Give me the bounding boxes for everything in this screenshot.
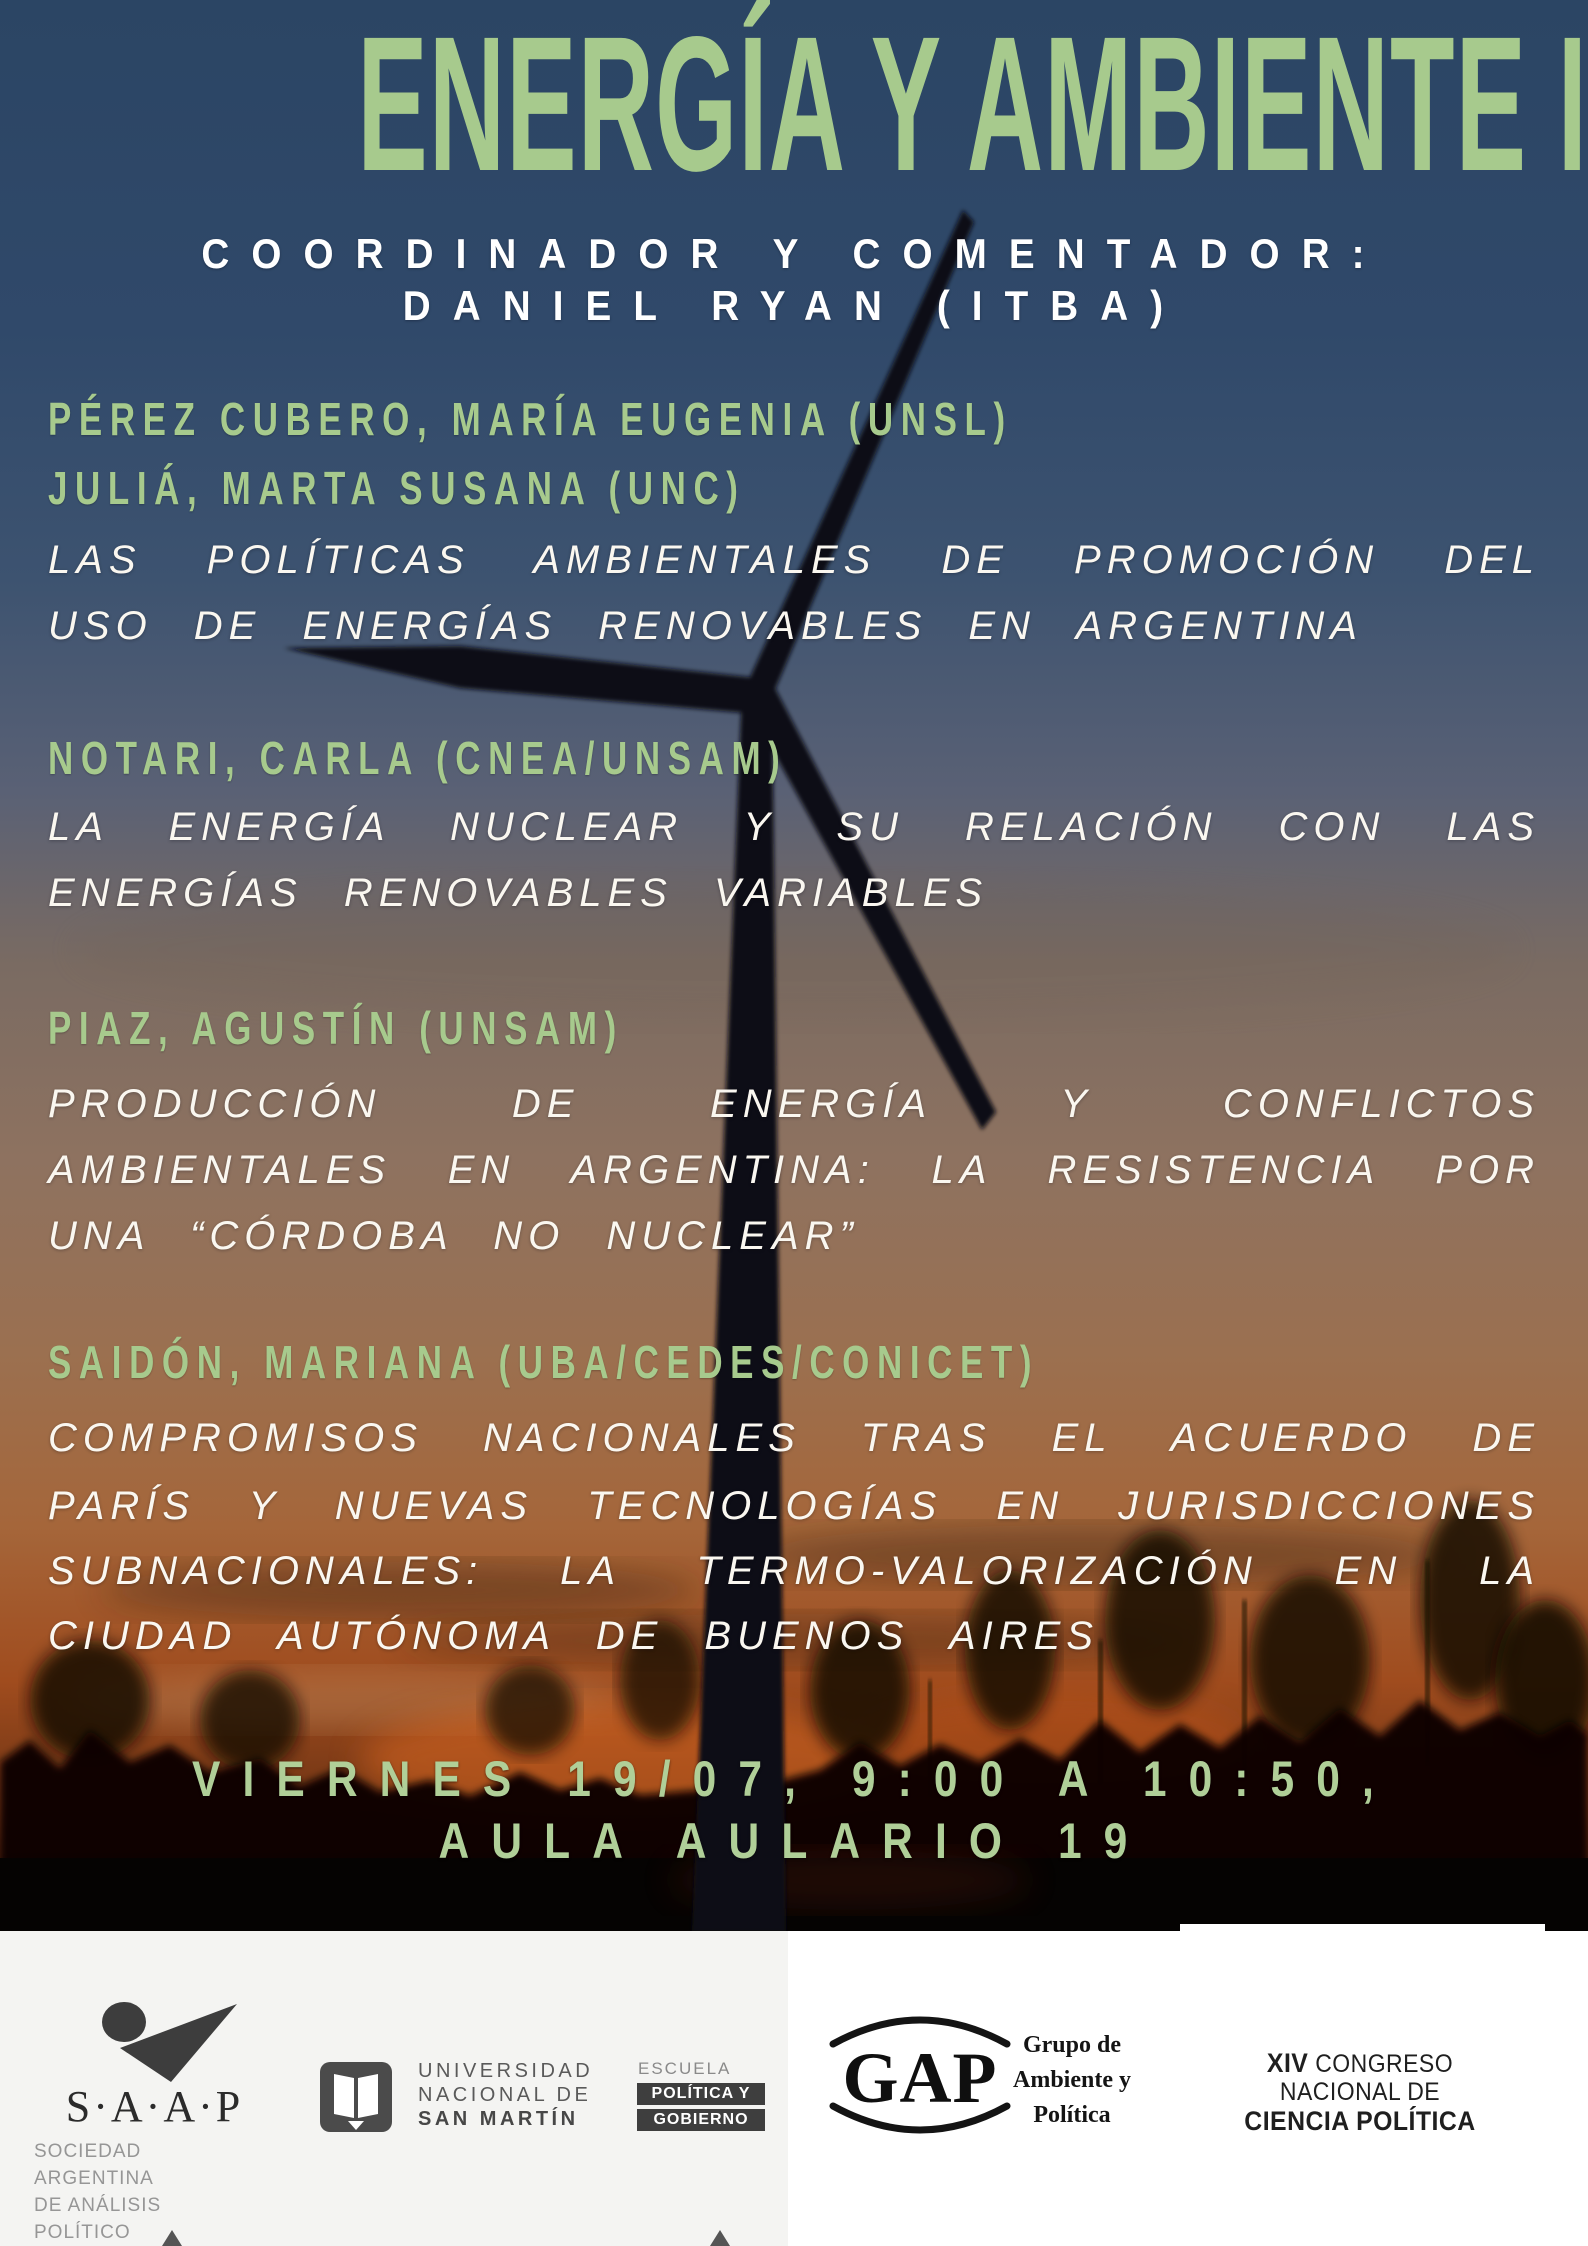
unsam-name-line: UNIVERSIDAD [418,2060,594,2082]
coordinator-line: COORDINADOR Y COMENTADOR: [201,230,1387,277]
session-3-paper-line: AMBIENTALES EN ARGENTINA: LA RESISTENCIA POR [48,1148,1540,1192]
session-4-paper-line: CIUDAD AUTÓNOMA DE BUENOS AIRES [48,1614,1099,1658]
gap-name-line: Política [1033,2102,1111,2128]
session-2-paper-line: LA ENERGÍA NUCLEAR Y SU RELACIÓN CON LAS [48,805,1540,849]
saap-subtitle-line: SOCIEDAD ARGENTINA [34,2141,154,2189]
congress-numeral: XIV [1266,2048,1309,2078]
gap-acronym: GAP [842,2038,998,2118]
schedule-line: AULA AULARIO 19 [438,1813,1150,1869]
poster-title: ENERGÍA Y AMBIENTE I [357,0,1588,211]
gap-name-line: Ambiente y [1013,2067,1131,2093]
session-1-paper-line: USO DE ENERGÍAS RENOVABLES EN ARGENTINA [48,604,1363,648]
gap-name [1002,2028,1142,2133]
unsam-name-line: NACIONAL DE [418,2084,592,2106]
session-3-paper-line: PRODUCCIÓN DE ENERGÍA Y CONFLICTOS [48,1082,1540,1126]
epg-politica-box: POLÍTICA Y [637,2083,765,2105]
session-3-author: PIAZ, AGUSTÍN (UNSAM) [48,1002,624,1054]
session-1-author: JULIÁ, MARTA SUSANA (UNC) [48,462,746,514]
congress-line2: CIENCIA POLÍTICA [1244,2106,1476,2136]
unsam-name-line: SAN MARTÍN [418,2108,579,2130]
session-2-paper-line: ENERGÍAS RENOVABLES VARIABLES [48,871,989,915]
session-2-author: NOTARI, CARLA (CNEA/UNSAM) [48,732,788,784]
session-4-author: SAIDÓN, MARIANA (UBA/CEDES/CONICET) [48,1336,1040,1388]
gap-name-line: Grupo de [1022,2032,1121,2058]
saap-subtitle-line: DE ANÁLISIS POLÍTICO [34,2195,162,2243]
session-1-author: PÉREZ CUBERO, MARÍA EUGENIA (UNSL) [48,393,1013,445]
sponsor-logo-strip [0,1931,1588,2246]
saap-logo-mark [102,2002,237,2082]
session-4-paper-line: COMPROMISOS NACIONALES TRAS EL ACUERDO DE [48,1416,1540,1460]
epg-school-label: ESCUELA [638,2059,732,2078]
saap-subtitle [34,2138,264,2246]
session-4-paper-line: PARÍS Y NUEVAS TECNOLOGÍAS EN JURISDICCIONES [48,1484,1540,1528]
unsam-book-icon [320,2062,392,2132]
schedule-line: VIERNES 19/07, 9:00 A 10:50, [192,1751,1396,1807]
session-3-paper-line: UNA “CÓRDOBA NO NUCLEAR” [48,1214,859,1258]
coordinator-line: DANIEL RYAN (ITBA) [402,282,1186,329]
congress-label [1208,2049,1512,2136]
congress-line1 [1208,2049,1512,2106]
congress-line1-text: CONGRESO NACIONAL DE [1279,2050,1454,2106]
session-1-paper-line: LAS POLÍTICAS AMBIENTALES DE PROMOCIÓN DEL [48,538,1540,582]
saap-acronym: S·A·A·P [65,2082,244,2131]
epg-gobierno-box: GOBIERNO [637,2109,765,2131]
session-4-paper-line: SUBNACIONALES: LA TERMO-VALORIZACIÓN EN LA [48,1549,1540,1593]
